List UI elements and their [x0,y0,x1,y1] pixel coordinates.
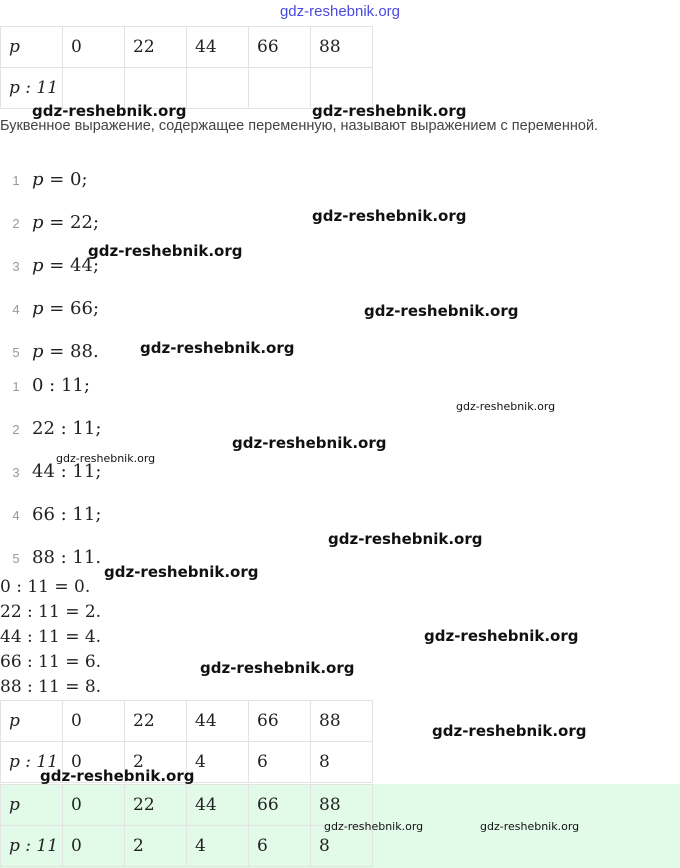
list-item [0,543,101,573]
table-cell: 66 [249,701,311,742]
list-number: 4 [12,302,20,317]
watermark: gdz-reshebnik.org [140,339,295,357]
list-item [0,500,101,530]
table-cell: 88 [311,785,373,826]
expression: = 22; [43,212,100,233]
list-item [0,414,101,444]
table-cell: p [1,785,63,826]
watermark: gdz-reshebnik.org [324,820,424,833]
watermark: gdz-reshebnik.org [328,530,483,548]
table-cell [187,68,249,109]
variable: p [32,169,44,190]
table-row [1,701,373,742]
table-cell: 66 [249,785,311,826]
table-cell: p : 11 [1,68,63,109]
table-cell: 0 [63,701,125,742]
table-cell: 6 [249,742,311,783]
table-cell: 22 [125,701,187,742]
variable: p [32,298,44,319]
table-cell: p : 11 [1,742,63,783]
definition-paragraph: Буквенное выражение, содержащее переменную, называют выражением с переменной. [0,118,599,134]
table-row [1,826,373,867]
list-number: 3 [12,465,20,480]
equation: 22 : 11 = 2. [0,602,102,622]
expression: 44 : 11; [32,461,102,482]
table-cell: 2 [125,742,187,783]
watermark: gdz-reshebnik.org [232,434,387,452]
watermark: gdz-reshebnik.org [480,820,580,833]
expression: 0 : 11; [32,375,90,396]
table-cell [249,68,311,109]
table-cell: 0 [63,826,125,867]
table-cell: 0 [63,742,125,783]
list-item [0,165,88,195]
expression: 88 : 11. [32,547,102,568]
list-item [0,251,99,281]
variable: p [32,341,44,362]
list-number: 5 [12,551,20,566]
table-cell: 44 [187,701,249,742]
list-item [0,371,90,401]
watermark: gdz-reshebnik.org [88,242,243,260]
watermark: gdz-reshebnik.org [432,722,587,740]
equation: 44 : 11 = 4. [0,627,102,647]
table-cell: 88 [311,701,373,742]
expression: = 44; [43,255,100,276]
watermark: gdz-reshebnik.org [56,452,156,465]
table-row [1,785,373,826]
table-empty [0,26,373,109]
table-cell: 66 [249,27,311,68]
list-number: 2 [12,422,20,437]
watermark: gdz-reshebnik.org [312,102,467,120]
table-cell: 6 [249,826,311,867]
watermark: gdz-reshebnik.org [456,400,556,413]
variable: p [32,212,44,233]
table-cell: 44 [187,785,249,826]
list-item [0,337,99,367]
watermark: gdz-reshebnik.org [32,102,187,120]
table-cell: 8 [311,826,373,867]
watermark: gdz-reshebnik.org [424,627,579,645]
table-cell: 22 [125,27,187,68]
equation: 0 : 11 = 0. [0,577,91,597]
site-header-link[interactable]: gdz-reshebnik.org [279,3,401,20]
table-cell: 2 [125,826,187,867]
table-cell: 22 [125,785,187,826]
list-number: 4 [12,508,20,523]
expression: 22 : 11; [32,418,102,439]
table-cell: 88 [311,27,373,68]
table-cell: 44 [187,27,249,68]
table-cell: 0 [63,27,125,68]
table-cell: 8 [311,742,373,783]
watermark: gdz-reshebnik.org [364,302,519,320]
list-number: 1 [12,379,20,394]
expression: = 0; [43,169,88,190]
expression: 66 : 11; [32,504,102,525]
table-cell: p [1,27,63,68]
table-cell: p : 11 [1,826,63,867]
table-cell: p [1,701,63,742]
table-answer [0,784,373,867]
table-cell: 4 [187,742,249,783]
list-number: 1 [12,173,20,188]
table-row [1,27,373,68]
watermark: gdz-reshebnik.org [40,767,195,785]
expression: = 88. [43,341,99,362]
equation: 66 : 11 = 6. [0,652,102,672]
equation: 88 : 11 = 8. [0,677,102,697]
list-number: 5 [12,345,20,360]
list-number: 2 [12,216,20,231]
table-cell: 0 [63,785,125,826]
list-item [0,208,99,238]
expression: = 66; [43,298,100,319]
table-cell: 4 [187,826,249,867]
list-number: 3 [12,259,20,274]
watermark: gdz-reshebnik.org [312,207,467,225]
watermark: gdz-reshebnik.org [104,563,259,581]
list-item [0,294,99,324]
variable: p [32,255,44,276]
watermark: gdz-reshebnik.org [200,659,355,677]
